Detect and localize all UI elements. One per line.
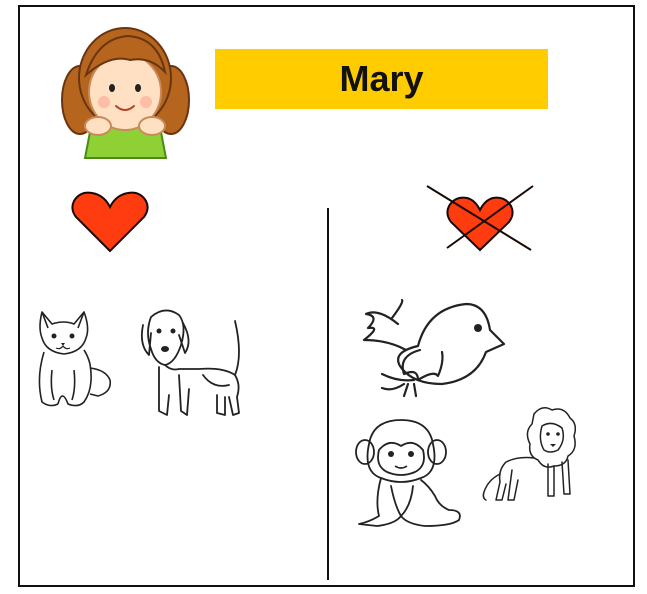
dog-icon <box>137 305 252 420</box>
heart-icon <box>70 191 150 253</box>
cat-icon <box>34 308 114 410</box>
name-banner: Mary <box>215 49 548 109</box>
crossed-heart-icon <box>425 184 535 254</box>
bird-icon <box>358 296 508 400</box>
lion-icon <box>478 404 580 506</box>
column-divider <box>327 208 329 580</box>
monkey-icon <box>355 416 467 528</box>
girl-avatar <box>58 20 193 160</box>
